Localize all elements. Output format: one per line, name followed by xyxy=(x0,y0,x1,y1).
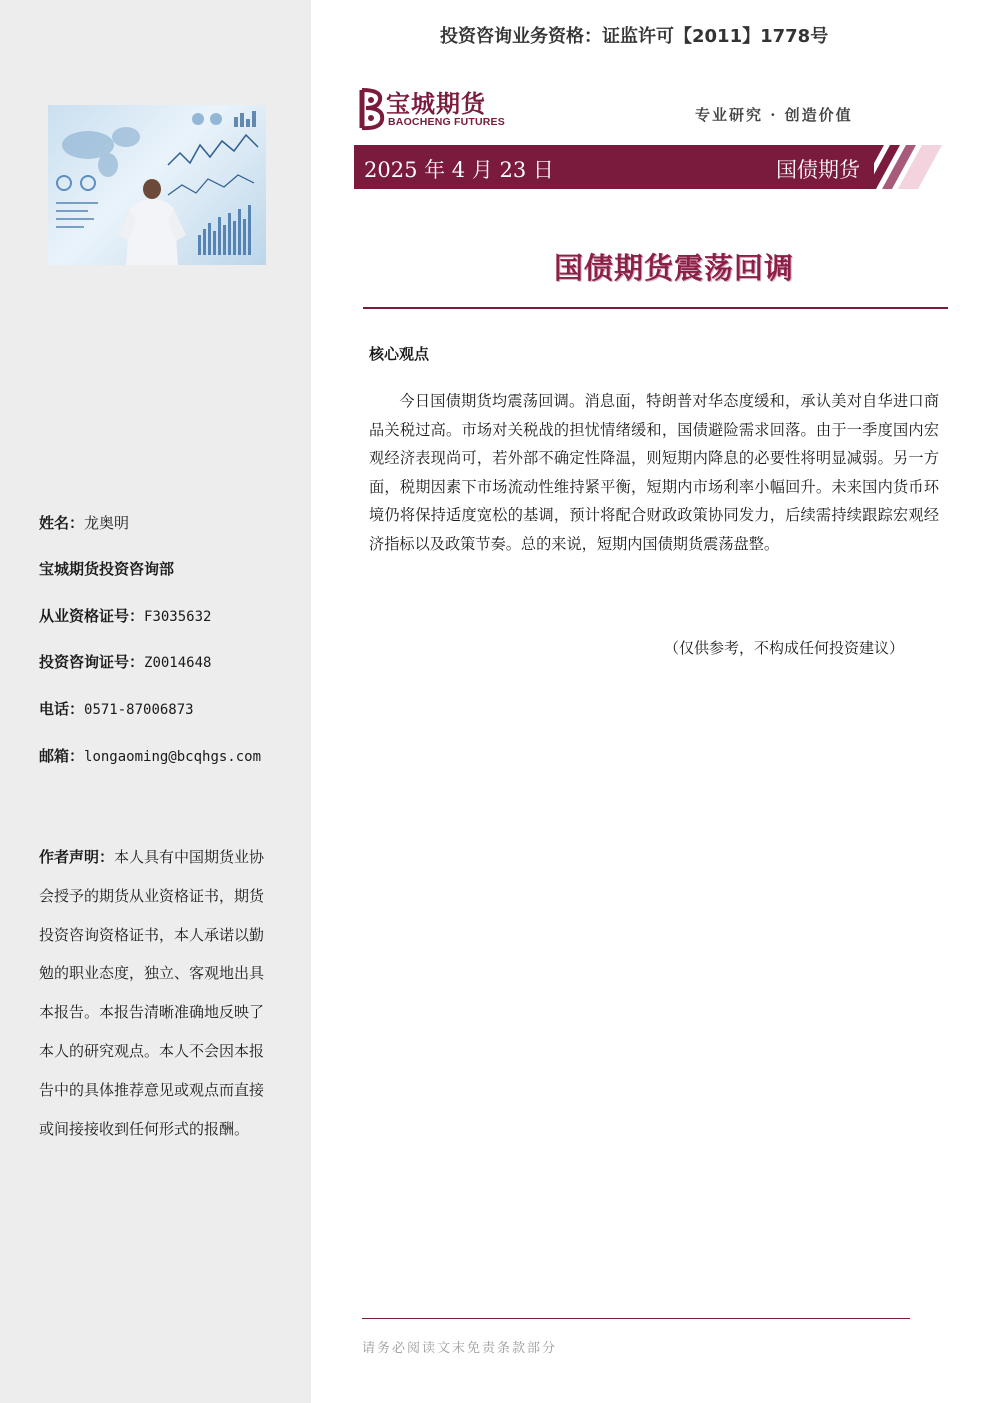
reference-note: （仅供参考，不构成任何投资建议） xyxy=(664,639,905,657)
advisory-value: Z0014648 xyxy=(144,655,212,671)
department-name: 宝城期货投资咨询部 xyxy=(39,560,175,578)
phone xyxy=(39,698,194,719)
name-value: 龙奥明 xyxy=(84,514,130,532)
advisory-label: 投资咨询证号： xyxy=(39,653,145,671)
author-declaration xyxy=(39,838,275,1148)
license-label: 从业资格证号： xyxy=(39,607,145,625)
name-label: 姓名： xyxy=(39,514,85,532)
license-value: F3035632 xyxy=(144,609,212,625)
phone-value: 0571-87006873 xyxy=(84,702,194,718)
footer-disclaimer: 请务必阅读文末免责条款部分 xyxy=(362,1341,558,1356)
hero-image xyxy=(48,105,266,265)
core-view-heading: 核心观点 xyxy=(369,345,430,363)
report-category: 国债期货 xyxy=(776,158,860,182)
banner-stripes xyxy=(854,145,944,189)
core-view-body: 今日国债期货均震荡回调。消息面，特朗普对华态度缓和，承认美对自华进口商品关税过高。市场对关税战的担忧情绪缓和，国债避险需求回落。由于一季度国内宏观经济表现尚可，若外部不确定性降温，则短期内降息的必要性将明显减弱。另一方面，税期因素下市场流动性维持紧平衡，短期内市场利率小幅回升。未来国内货币环境仍将保持适度宽松的基调，预计将配合财政政策协同发力，后续需持续跟踪宏观经济指标以及政策节奏。总的来说，短期内国债期货震荡盘整。 xyxy=(369,392,939,553)
license-number xyxy=(39,605,211,626)
company-logo xyxy=(356,86,521,132)
declaration-label: 作者声明： xyxy=(39,848,115,866)
report-date: 2025 年 4 月 23 日 xyxy=(364,158,554,182)
footer-divider xyxy=(362,1318,910,1319)
title-divider xyxy=(363,307,948,309)
declaration-text: 本人具有中国期货业协会授予的期货从业资格证书，期货投资咨询资格证书，本人承诺以勤勉的职业态度，独立、客观地出具本报告。本报告清晰准确地反映了本人的研究观点。本人不会因本报告中的具体推荐意见或观点而直接或间接接收到任何形式的报酬。 xyxy=(39,848,265,1138)
logo-mark-icon xyxy=(356,86,386,132)
logo-english: BAOCHENG FUTURES xyxy=(388,116,505,128)
sidebar xyxy=(0,0,311,1403)
email-value[interactable]: longaoming@bcqhgs.com xyxy=(84,749,262,765)
email xyxy=(39,745,261,766)
author-name xyxy=(39,512,129,533)
advisory-number xyxy=(39,651,211,672)
phone-label: 电话： xyxy=(39,700,85,718)
email-label: 邮箱： xyxy=(39,747,85,765)
department xyxy=(39,558,174,579)
report-title: 国债期货震荡回调 xyxy=(553,251,794,285)
date-banner xyxy=(354,145,874,189)
logo-chinese: 宝城期货 xyxy=(386,90,486,118)
qualification-line: 投资咨询业务资格：证监许可【2011】1778号 xyxy=(440,26,829,47)
slogan: 专业研究 · 创造价值 xyxy=(695,106,853,124)
hero-illustration xyxy=(48,105,266,265)
